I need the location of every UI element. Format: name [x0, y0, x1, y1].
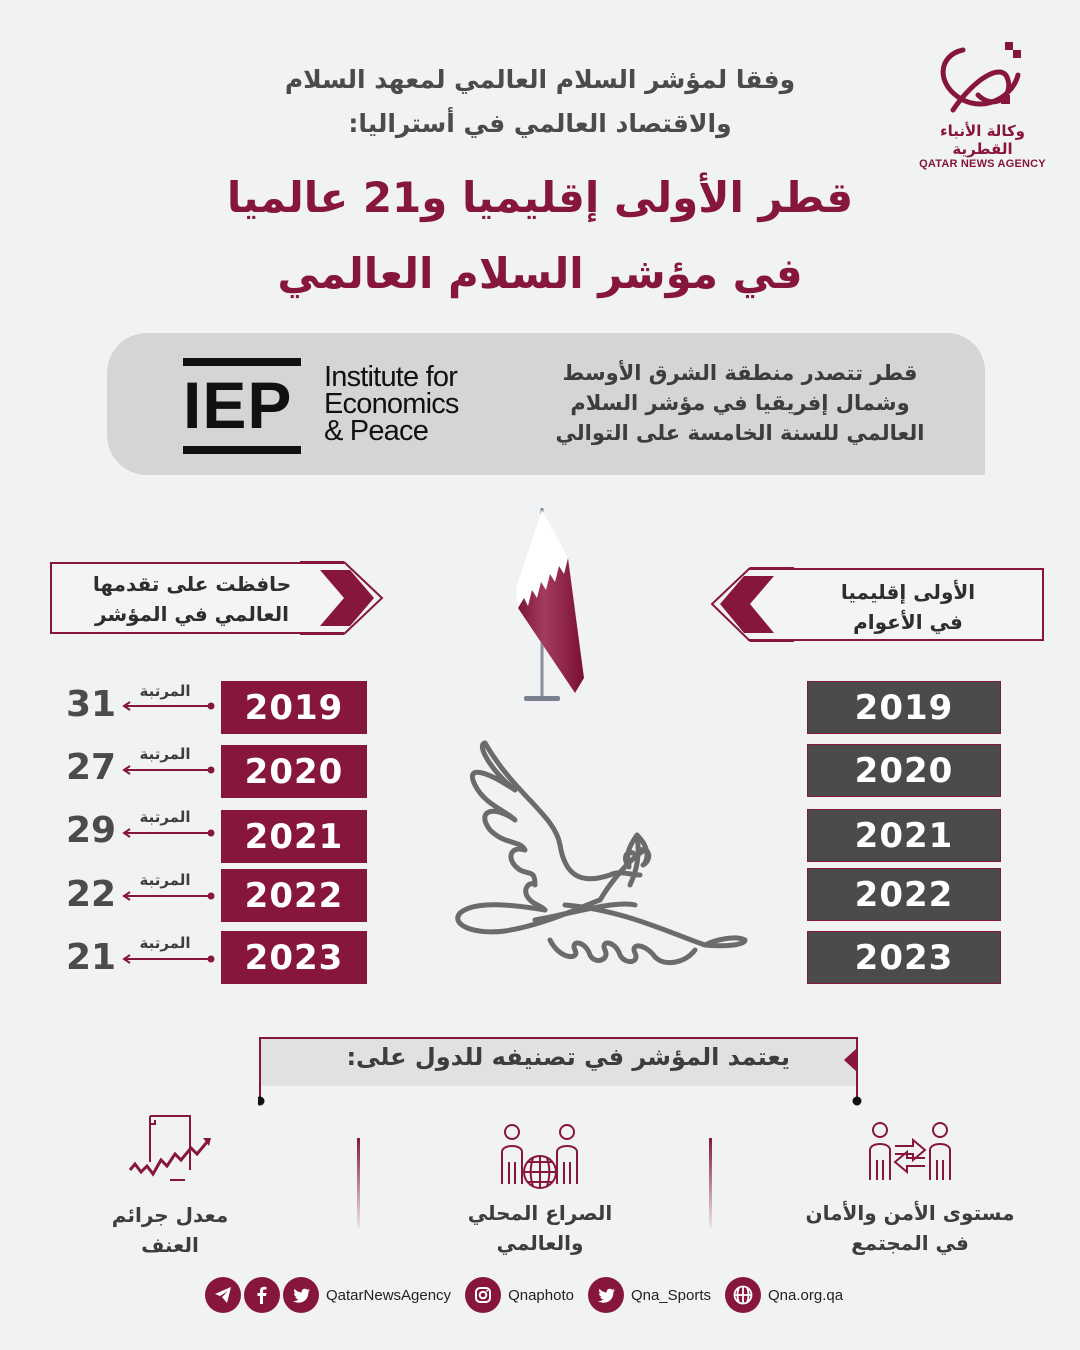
- criteria-label-line-2: والعالمي: [496, 1231, 584, 1255]
- title-line-1: قطر الأولى إقليميا و21 عالميا: [226, 173, 854, 222]
- intro-text: [200, 58, 880, 146]
- qatar-flag-icon: [510, 498, 590, 708]
- global-year-box: 2019: [221, 681, 367, 734]
- global-label-line-2: العالمي في المؤشر: [95, 602, 289, 626]
- global-year-box: 2022: [221, 869, 367, 922]
- people-globe-icon: [500, 1122, 580, 1192]
- regional-year-box: 2021: [807, 809, 1001, 862]
- divider: [709, 1138, 712, 1228]
- divider: [357, 1138, 360, 1228]
- regional-year-box: 2020: [807, 744, 1001, 797]
- logo-name-en: QATAR NEWS AGENCY: [919, 158, 1046, 170]
- rank-label: المرتبة: [139, 808, 191, 826]
- global-year-box: 2021: [221, 810, 367, 863]
- social-handle[interactable]: QatarNewsAgency: [326, 1286, 452, 1304]
- regional-year-box: 2022: [807, 868, 1001, 921]
- rank-label: المرتبة: [139, 682, 191, 700]
- globe-icon[interactable]: [725, 1277, 761, 1313]
- page-title: [160, 160, 920, 312]
- rank-number: 21: [66, 937, 117, 978]
- twitter-icon[interactable]: [283, 1277, 319, 1313]
- criteria-heading-bar: [258, 1035, 858, 1087]
- twitter-sports-handle[interactable]: Qna_Sports: [630, 1286, 711, 1304]
- people-exchange-icon: [865, 1120, 955, 1190]
- instagram-icon[interactable]: [465, 1277, 501, 1313]
- arrow-left-icon: [121, 701, 216, 711]
- global-label-text: [72, 569, 312, 629]
- social-footer: [205, 1276, 857, 1314]
- global-label-line-1: حافظت على تقدمها: [92, 572, 292, 596]
- facebook-icon[interactable]: [244, 1277, 280, 1313]
- criteria-label-line-2: العنف: [141, 1233, 199, 1257]
- criteria-label: [795, 1198, 1025, 1258]
- chevron-left-icon: [708, 566, 794, 643]
- intro-line-2: والاقتصاد العالمي في أستراليا:: [348, 109, 732, 138]
- qna-logo-icon: [933, 40, 1033, 120]
- banner-text: [540, 358, 940, 448]
- iep-name-line-2: Economics: [324, 388, 459, 420]
- criteria-item-security: [795, 1120, 1025, 1258]
- twitter-icon[interactable]: [588, 1277, 624, 1313]
- arrow-left-icon: [121, 828, 216, 838]
- iep-bar-top: [183, 358, 301, 366]
- iep-name-line-1: Institute for: [324, 361, 458, 393]
- regional-year-box: 2023: [807, 931, 1001, 984]
- banner-text-line-1: قطر تتصدر منطقة الشرق الأوسط: [562, 361, 918, 385]
- telegram-icon[interactable]: [205, 1277, 241, 1313]
- rank-label: المرتبة: [139, 871, 191, 889]
- website-link[interactable]: Qna.org.qa: [768, 1286, 844, 1304]
- arrow-left-icon: [121, 954, 216, 964]
- intro-line-1: وفقا لمؤشر السلام العالمي لمعهد السلام: [284, 65, 796, 94]
- iep-logo: [183, 358, 303, 454]
- global-year-box: 2020: [221, 745, 367, 798]
- regional-label-line-1: الأولى إقليميا: [840, 580, 976, 604]
- iep-letters: IEP: [183, 368, 293, 442]
- banner-text-line-2: وشمال إفريقيا في مؤشر السلام: [570, 391, 910, 415]
- criteria-label: [95, 1200, 245, 1260]
- iep-name-line-3: & Peace: [324, 415, 429, 447]
- regional-label-line-2: في الأعوام: [853, 610, 963, 634]
- rank-number: 29: [66, 810, 117, 851]
- criteria-label: [440, 1198, 640, 1258]
- arrow-left-icon: [121, 891, 216, 901]
- arrow-left-icon: [121, 765, 216, 775]
- criteria-label-line-1: معدل جرائم: [111, 1203, 229, 1227]
- logo-name-ar: وكالة الأنباء القطرية: [940, 122, 1025, 158]
- iep-bar-bottom: [183, 446, 301, 454]
- criteria-heading: يعتمد المؤشر في تصنيفه للدول على:: [346, 1043, 790, 1071]
- peace-dove-icon: [445, 735, 755, 975]
- regional-label-text: [788, 577, 1028, 637]
- criteria-label-line-1: مستوى الأمن والأمان: [805, 1201, 1015, 1225]
- criteria-item-conflict: [440, 1122, 640, 1258]
- criteria-label-line-2: في المجتمع: [851, 1231, 969, 1255]
- global-year-box: 2023: [221, 931, 367, 984]
- rank-number: 27: [66, 747, 117, 788]
- crime-rate-chart-icon: [125, 1112, 215, 1186]
- instagram-handle[interactable]: Qnaphoto: [508, 1286, 574, 1304]
- rank-number: 31: [66, 684, 117, 725]
- chevron-right-icon: [300, 560, 386, 636]
- criteria-label-line-1: الصراع المحلي: [467, 1201, 613, 1225]
- banner-text-line-3: العالمي للسنة الخامسة على التوالي: [555, 421, 925, 445]
- qna-logo: [915, 40, 1050, 170]
- title-line-2: في مؤشر السلام العالمي: [277, 249, 803, 298]
- rank-label: المرتبة: [139, 934, 191, 952]
- rank-number: 22: [66, 874, 117, 915]
- criteria-item-violent-crime: [95, 1112, 245, 1260]
- regional-year-box: 2019: [807, 681, 1001, 734]
- rank-label: المرتبة: [139, 745, 191, 763]
- iep-full-name: [324, 361, 514, 447]
